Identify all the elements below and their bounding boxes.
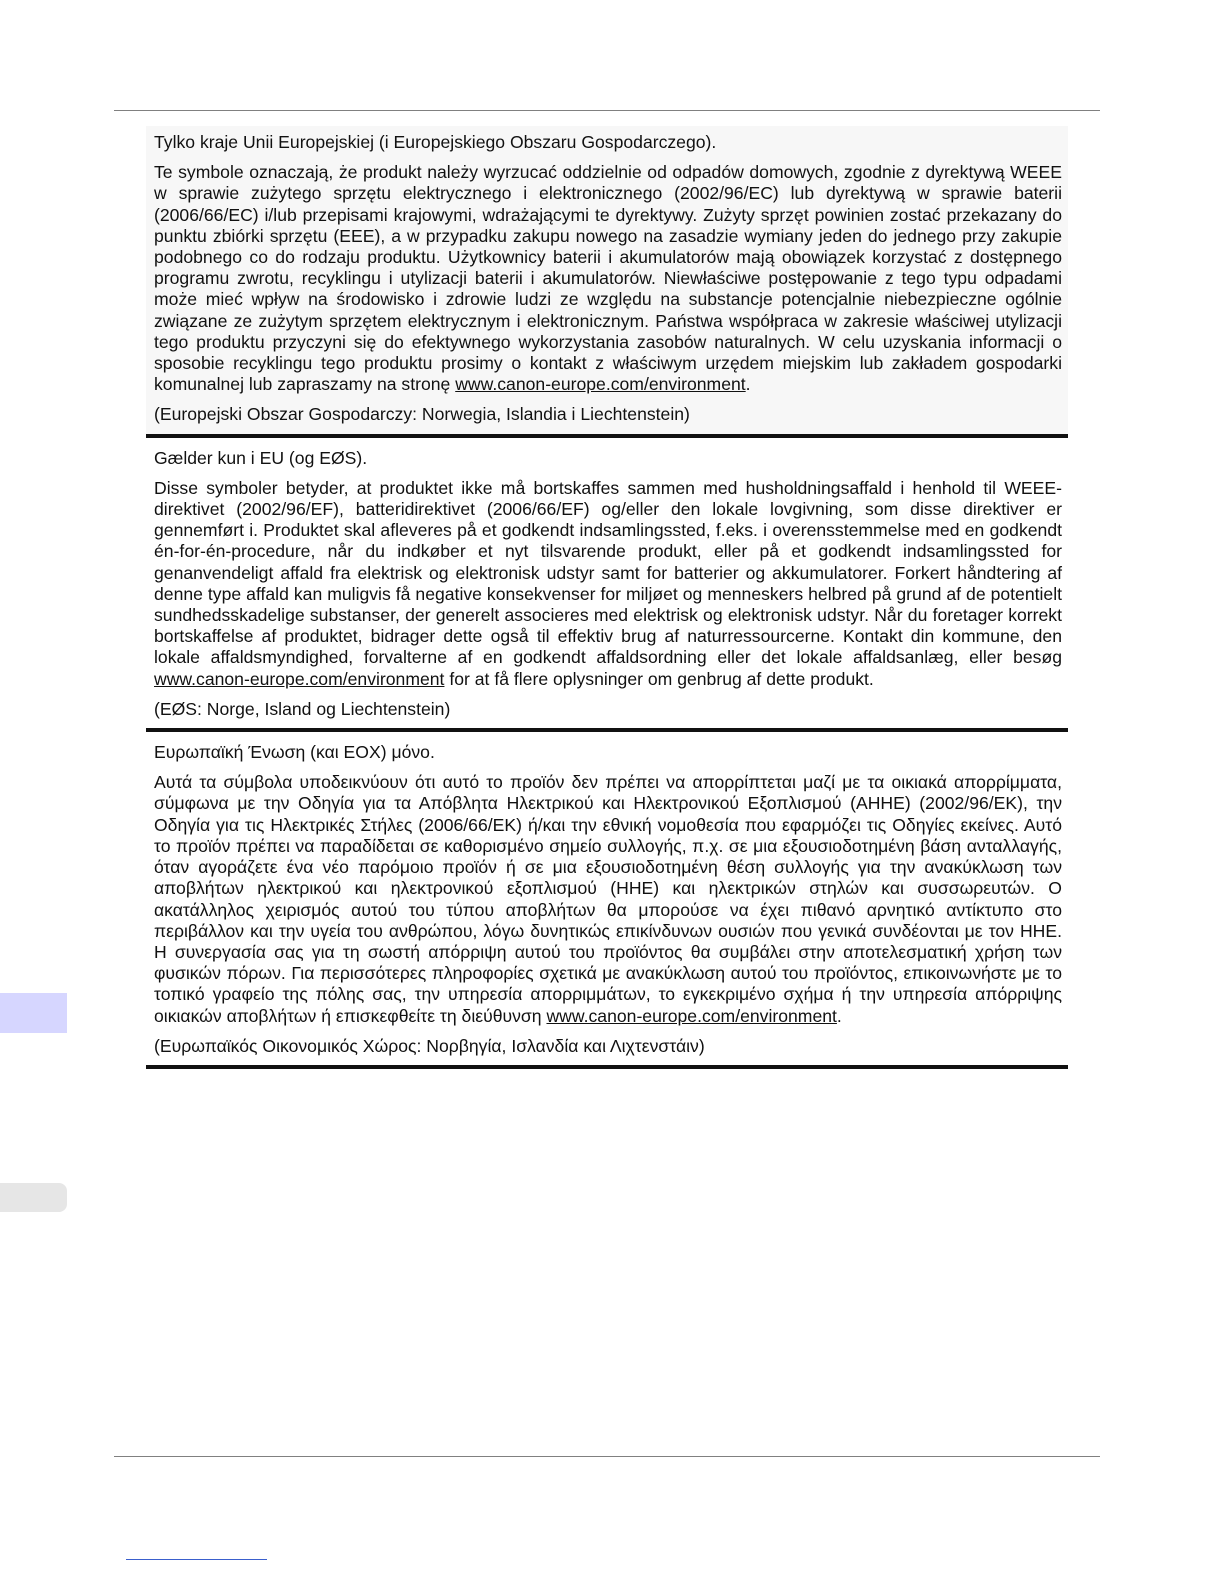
section-polish xyxy=(146,126,1068,438)
footer-rule xyxy=(114,1456,1100,1457)
section-body xyxy=(154,772,1062,1026)
section-footnote: (EØS: Norge, Island og Liechtenstein) xyxy=(154,698,451,719)
body-text-end: . xyxy=(745,374,751,395)
body-text-end: . xyxy=(836,1005,842,1026)
section-heading: Ευρωπαϊκή Ένωση (και ΕΟΧ) μόνο. xyxy=(154,742,435,763)
section-heading: Tylko kraje Unii Europejskiej (i Europejskiego Obszaru Gospodarczego). xyxy=(154,132,717,152)
environment-link[interactable]: www.canon-europe.com/environment xyxy=(546,1005,837,1026)
weee-notice xyxy=(146,126,1068,1073)
body-text-end: for at få flere oplysninger om genbrug af dette produkt. xyxy=(444,668,874,689)
section-body xyxy=(154,478,1062,690)
footer-link-line[interactable] xyxy=(126,1559,267,1560)
body-text: Disse symboler betyder, at produktet ikke må bortskaffes sammen med husholdningsaffald i henhold til WEEE-direktivet (2002/96/EF), batteridirektivet (2006/66/EF) og/eller den lokale lovgivning, som disse direktiver er gennemført i. Produktet skal afleveres på et godkendt indsamlingssted, f.eks. i overensstemmelse med en godkendt én-for-én-procedure, når du indkøber et nyt tilsvarende produkt, eller på et godkendt indsamlingssted for genanvendeligt affald fra elektrisk og elektronisk udstyr samt for batterier og akkumulatorer. Forkert håndtering af denne type affald kan muligvis få negative konsekvenser for miljøet og menneskers helbred på grund af de potentielt sundhedsskadelige substanser, der generelt associeres med elektrisk og elektronisk udstyr. Når du foretager korrekt bortskaffelse af produktet, bidrager dette også til effektiv brug af naturressourcerne. Kontakt din kommune, den lokale affaldsmyndighed, forvalterne af en godkendt affaldsordning eller det lokale affaldsanlæg, eller besøg xyxy=(154,477,1062,668)
section-footnote: (Ευρωπαϊκός Οικονομικός Χώρος: Νορβηγία, Ισλανδία και Λιχτενστάιν) xyxy=(154,1035,705,1056)
section-footnote: (Europejski Obszar Gospodarczy: Norwegia, Islandia i Liechtenstein) xyxy=(154,404,690,425)
body-text: Αυτά τα σύμβολα υποδεικνύουν ότι αυτό το προϊόν δεν πρέπει να απορρίπτεται μαζί με τα οικιακά απορρίμματα, σύμφωνα με την Οδηγία για τα Απόβλητα Ηλεκτρικού και Ηλεκτρονικού Εξοπλισμού (ΑΗΗΕ) (2002/96/ΕΚ), την Οδηγία για τις Ηλεκτρικές Στήλες (2006/66/ΕΚ) ή/και την εθνική νομοθεσία που εφαρμόζει τις Οδηγίες εκείνες. Αυτό το προϊόν πρέπει να παραδίδεται σε καθορισμένο σημείο συλλογής, π.χ. σε μια εξουσιοδοτημένη βάση ανταλλαγής, όταν αγοράζετε ένα νέο παρόμοιο προϊόν ή σε μια εξουσιοδοτημένη θέση συλλογής για την ανακύκλωση των αποβλήτων ηλεκτρικού και ηλεκτρονικού εξοπλισμού (ΗΗΕ) και ηλεκτρικών στηλών και συσσωρευτών. Ο ακατάλληλος χειρισμός αυτού του τύπου αποβλήτων θα μπορούσε να έχει πιθανό αρνητικό αντίκτυπο στο περιβάλλον και την υγεία του ανθρώπου, λόγω δυνητικώς επικίνδυνων ουσιών που γενικά συνδέονται με τον ΗΗΕ. Η συνεργασία σας για τη σωστή απόρριψη αυτού του προϊόντος θα συμβάλει στην αποτελεσματική χρήση των φυσικών πόρων. Για περισσότερες πληροφορίες σχετικά με ανακύκλωση αυτού του προϊόντος, επικοινωνήστε με το τοπικό γραφείο της πόλης σας, την υπηρεσία απορριμμάτων, το εγκεκριμένο σχήμα ή την υπηρεσία απόρριψης οικιακών αποβλήτων ή επισκεφθείτε τη διεύθυνση xyxy=(154,772,1062,1026)
section-body xyxy=(154,162,1062,395)
section-greek xyxy=(146,736,1068,1069)
header-rule xyxy=(114,110,1100,111)
chapter-tab[interactable] xyxy=(0,993,67,1033)
environment-link[interactable]: www.canon-europe.com/environment xyxy=(455,374,746,395)
section-danish xyxy=(146,442,1068,732)
index-tab[interactable] xyxy=(0,1183,67,1212)
body-text: Te symbole oznaczają, że produkt należy wyrzucać oddzielnie od odpadów domowych, zgodnie z dyrektywą WEEE w sprawie zużytego sprzętu elektrycznego i elektronicznego (2002/96/EC) lub dyrektywą w sprawie baterii (2006/66/EC) i/lub przepisami krajowymi, wdrażającymi te dyrektywy. Zużyty sprzęt powinien zostać przekazany do punktu zbiórki sprzętu (EEE), a w przypadku zakupu nowego na zasadzie wymiany jeden do jednego przy zakupie podobnego co do rodzaju produktu. Użytkownicy baterii i akumulatorów mają obowiązek korzystać z dostępnego programu zwrotu, recyklingu i utylizacji baterii i akumulatorów. Niewłaściwe postępowanie z tego typu odpadami może mieć wpływ na środowisko i zdrowie ludzi ze względu na substancje potencjalnie niebezpieczne ogólnie związane ze zużytym sprzętem elektrycznym i elektronicznym. Państwa współpraca w zakresie właściwej utylizacji tego produktu przyczyni się do efektywnego wykorzystania zasobów naturalnych. W celu uzyskania informacji o sposobie recyklingu tego produktu prosimy o kontakt z właściwym urzędem miejskim lub zakładem gospodarki komunalnej lub zapraszamy na stronę xyxy=(154,162,1062,395)
environment-link[interactable]: www.canon-europe.com/environment xyxy=(154,668,445,689)
section-heading: Gælder kun i EU (og EØS). xyxy=(154,447,368,468)
